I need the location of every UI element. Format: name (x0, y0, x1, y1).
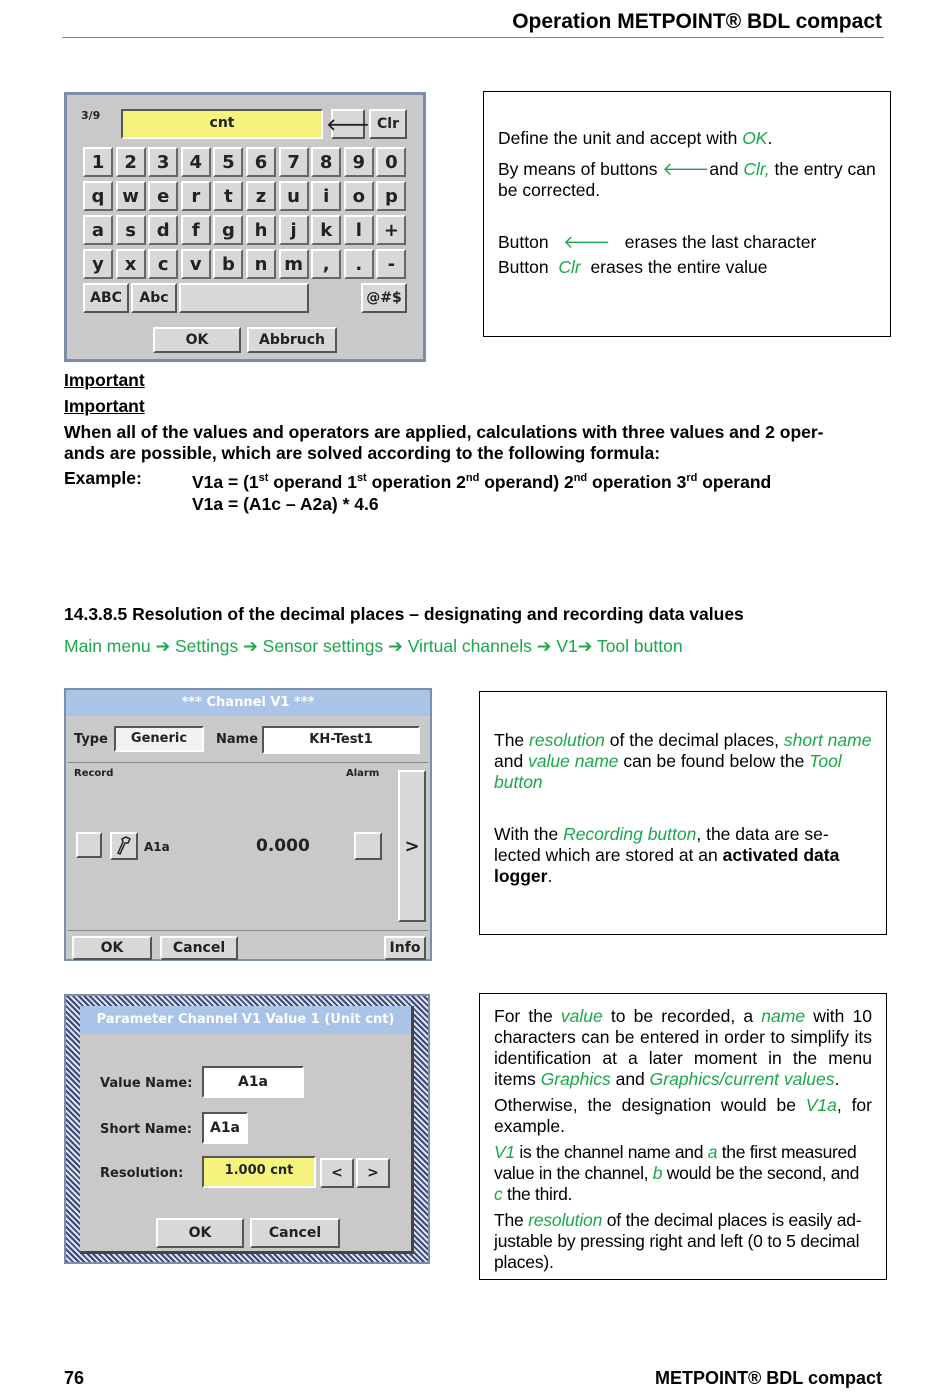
key-h[interactable]: h (246, 215, 276, 245)
header-rule (62, 37, 884, 38)
param-screen-frame (64, 994, 430, 1264)
section-title: 14.3.8.5 Resolution of the decimal places – designating and recording data values (64, 604, 744, 624)
path-main-menu: Main menu (64, 636, 151, 656)
footer-product: METPOINT® BDL compact (655, 1368, 882, 1388)
key-b[interactable]: b (213, 249, 243, 279)
decrease-resolution-button[interactable]: < (320, 1158, 354, 1188)
backspace-button[interactable] (326, 109, 370, 139)
name-field[interactable]: KH-Test1 (262, 726, 420, 754)
keyboard-screen (64, 92, 426, 362)
key-u[interactable]: u (279, 181, 309, 211)
name-label: Name (216, 732, 259, 747)
key-g[interactable]: g (213, 215, 243, 245)
key-c[interactable]: c (148, 249, 178, 279)
key-e[interactable]: e (148, 181, 178, 211)
tool-text: The resolution of the decimal places, short name and value name can be found below the Tool button (494, 730, 872, 792)
key-+[interactable]: + (376, 215, 406, 245)
ok-button[interactable]: OK (156, 1218, 244, 1248)
path-sensor-settings: Sensor settings (262, 636, 384, 656)
key-r[interactable]: r (181, 181, 211, 211)
unit-instruction: Define the unit and accept with OK. (498, 128, 773, 148)
backspace-icon: 🡐 (662, 159, 710, 179)
tool-button[interactable] (110, 832, 138, 860)
cancel-button[interactable]: Cancel (160, 936, 238, 960)
param-dialog (80, 1006, 414, 1254)
correction-instruction: By means of buttons 🡐and Clr, the entry can be corrected. (498, 159, 876, 200)
key-d[interactable]: d (148, 215, 178, 245)
key-k[interactable]: k (311, 215, 341, 245)
key-8[interactable]: 8 (311, 147, 341, 177)
abc-lower-button[interactable]: Abc (131, 283, 177, 313)
value-name-label: Value Name: (100, 1076, 193, 1091)
alarm-label: Alarm (346, 768, 380, 779)
param-titlebar: Parameter Channel V1 Value 1 (Unit cnt) (80, 1006, 411, 1034)
symbols-button[interactable]: @#$ (361, 283, 407, 313)
key-p[interactable]: p (376, 181, 406, 211)
key-1[interactable]: 1 (83, 147, 113, 177)
key-a[interactable]: a (83, 215, 113, 245)
arrow-icon: ➔ (388, 636, 403, 656)
key-4[interactable]: 4 (181, 147, 211, 177)
key-y[interactable]: y (83, 249, 113, 279)
ok-button[interactable]: OK (153, 327, 241, 353)
clr-button[interactable]: Clr (369, 109, 407, 139)
key-m[interactable]: m (279, 249, 309, 279)
key-n[interactable]: n (246, 249, 276, 279)
record-label: Record (74, 768, 114, 779)
key-7[interactable]: 7 (279, 147, 309, 177)
arrow-icon: ➔ (536, 636, 552, 656)
key-6[interactable]: 6 (246, 147, 276, 177)
arrow-icon: ➔ (243, 636, 258, 656)
value-name-field[interactable]: A1a (202, 1066, 304, 1098)
short-name-field[interactable]: A1a (202, 1112, 248, 1144)
info-box-unit (483, 91, 891, 337)
backspace-icon: 🡐 (563, 232, 611, 252)
key-w[interactable]: w (116, 181, 146, 211)
important-text: When all of the values and operators are applied, calculations with three values and 2 oper-ands are possible, which are solved according to the following formula: (64, 422, 824, 463)
resolution-label: Resolution: (100, 1166, 184, 1181)
key-v[interactable]: v (181, 249, 211, 279)
key-i[interactable]: i (311, 181, 341, 211)
divider (68, 762, 428, 763)
important-heading-2: Important (64, 396, 145, 416)
key-,[interactable]: , (311, 249, 341, 279)
backspace-explanation: Button 🡐 erases the last character (498, 232, 817, 252)
key-f[interactable]: f (181, 215, 211, 245)
key-s[interactable]: s (116, 215, 146, 245)
info-button[interactable]: Info (384, 936, 426, 960)
key-o[interactable]: o (344, 181, 374, 211)
info-box-tool (479, 691, 887, 935)
abort-button[interactable]: Abbruch (247, 327, 337, 353)
divider (68, 930, 428, 931)
backspace-icon: 🡐 (326, 115, 370, 134)
char-counter: 3/9 (81, 109, 101, 122)
cancel-button[interactable]: Cancel (250, 1218, 340, 1248)
path-v1: V1 (556, 636, 578, 656)
channel-naming-text: V1 is the channel name and a the first measured value in the channel, b would be the second, and c the third. (494, 1142, 860, 1204)
important-heading: Important (64, 370, 145, 390)
key-.[interactable]: . (344, 249, 374, 279)
key-2[interactable]: 2 (116, 147, 146, 177)
type-label: Type (74, 732, 108, 747)
abc-upper-button[interactable]: ABC (83, 283, 129, 313)
key-9[interactable]: 9 (344, 147, 374, 177)
path-tool-button: Tool button (596, 636, 683, 656)
path-settings: Settings (175, 636, 239, 656)
wrench-icon (116, 836, 132, 856)
ok-button[interactable]: OK (72, 936, 152, 960)
page-number: 76 (64, 1368, 85, 1388)
next-page-button[interactable]: > (398, 770, 426, 922)
space-button[interactable] (179, 283, 309, 313)
example-label: Example: (64, 468, 142, 488)
unit-input-value: cnt (209, 115, 235, 131)
arrow-icon: ➔ (155, 636, 171, 656)
resolution-field[interactable]: 1.000 cnt (202, 1156, 316, 1188)
recording-text: With the Recording button, the data are se-lected which are stored at an activated data logger. (494, 824, 840, 886)
key-l[interactable]: l (344, 215, 374, 245)
key-z[interactable]: z (246, 181, 276, 211)
clr-explanation: Button Clr erases the entire value (498, 257, 768, 277)
increase-resolution-button[interactable]: > (356, 1158, 390, 1188)
formula-example: V1a = (A1c – A2a) * 4.6 (192, 494, 379, 514)
path-virtual-channels: Virtual channels (407, 636, 532, 656)
type-field[interactable]: Generic (114, 726, 204, 752)
key-0[interactable]: 0 (376, 147, 406, 177)
short-name-label: Short Name: (100, 1122, 192, 1137)
record-checkbox[interactable] (76, 832, 102, 858)
resolution-text: The resolution of the decimal places is easily ad-justable by pressing right and left (0 to 5 decimal places). (494, 1210, 862, 1272)
info-box-resolution (479, 993, 887, 1280)
key-t[interactable]: t (213, 181, 243, 211)
arrow-icon: ➔ (577, 636, 593, 656)
menu-path (64, 636, 683, 657)
key-3[interactable]: 3 (148, 147, 178, 177)
channel-value: 0.000 (256, 836, 310, 856)
channel-screen (64, 688, 432, 961)
key--[interactable]: - (376, 249, 406, 279)
key-j[interactable]: j (279, 215, 309, 245)
channel-titlebar: *** Channel V1 *** (66, 690, 430, 716)
unit-input[interactable] (121, 109, 323, 139)
key-5[interactable]: 5 (213, 147, 243, 177)
key-x[interactable]: x (116, 249, 146, 279)
value-name-text: For the value to be recorded, a name with 10 characters can be entered in order to simplify its identification at a later moment in the menu items Graphics and Graphics/current values. (494, 1006, 872, 1089)
channel-name: A1a (144, 840, 170, 854)
page-header-title: Operation METPOINT® BDL compact (512, 10, 882, 33)
key-q[interactable]: q (83, 181, 113, 211)
designation-text: Otherwise, the designation would be V1a, for example. (494, 1095, 872, 1136)
alarm-checkbox[interactable] (354, 832, 382, 860)
formula-general: V1a = (1st operand 1st operation 2nd operand) 2nd operation 3rd operand (192, 471, 772, 492)
